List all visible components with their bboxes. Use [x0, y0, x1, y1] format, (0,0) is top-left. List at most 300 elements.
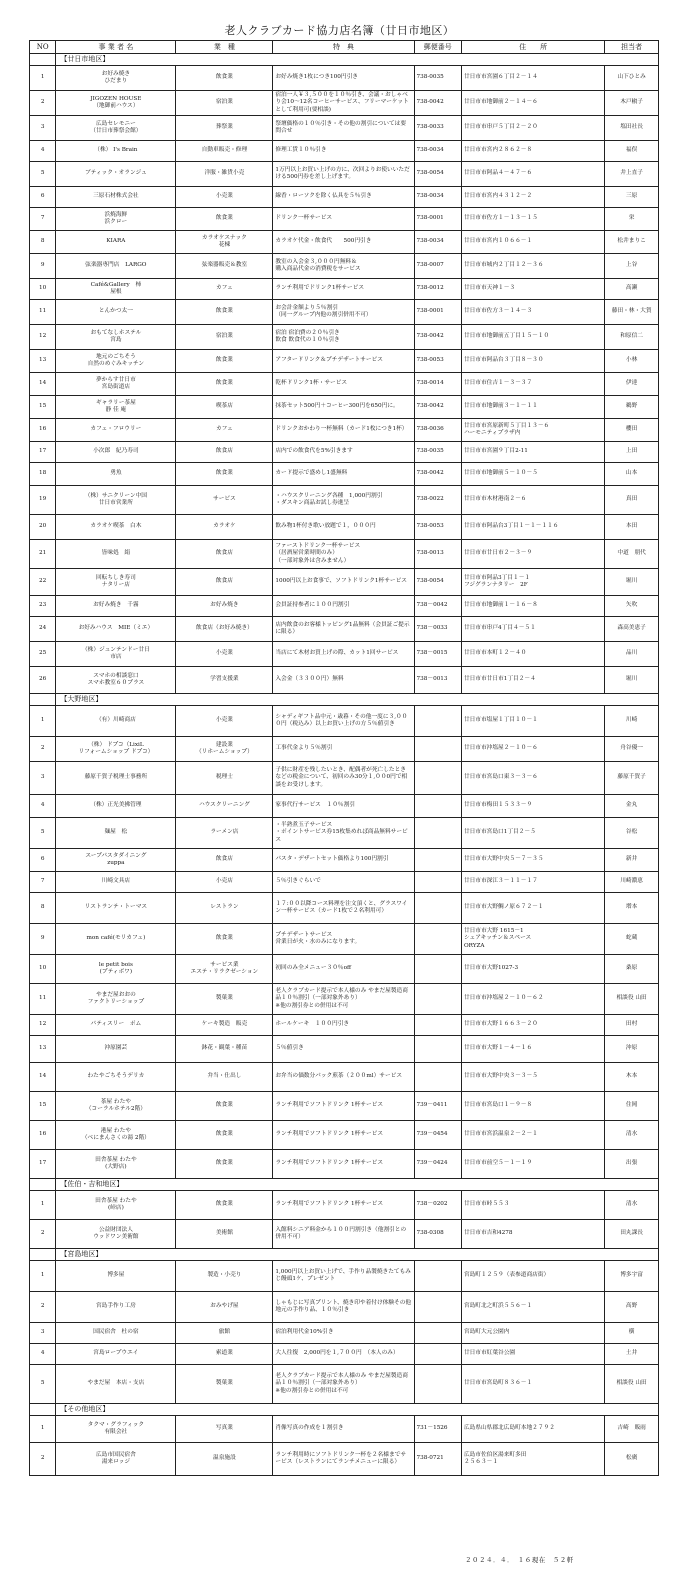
- business-name: 小次郎 紀乃寿司: [56, 442, 176, 463]
- row-number: 2: [30, 737, 56, 762]
- benefit-text: ランチ利用でドリンク1杯サービス: [273, 279, 414, 300]
- address: 廿日市市大野１６６３－２０: [461, 1015, 604, 1036]
- postal-code: 738－0033: [414, 617, 461, 642]
- table-row: [30, 300, 659, 325]
- table-row: [30, 596, 659, 617]
- postal-code: 738－0013: [414, 667, 461, 694]
- business-name: とんかつ太一: [56, 300, 176, 325]
- benefit-text: アフタードリンク＆プチデザートサービス: [273, 350, 414, 373]
- table-row: [30, 642, 659, 667]
- postal-code: [414, 1344, 461, 1365]
- benefit-text: 入館料シニア料金から１００円割引き（他割引との併用不可）: [273, 1220, 414, 1249]
- address: 廿日市市宮島口1丁目２－５: [461, 818, 604, 849]
- address: 廿日市市廿日市２－３－９: [461, 540, 604, 569]
- table-row: [30, 818, 659, 849]
- header-staff: 担当者: [605, 41, 659, 54]
- contact-person: 森高美恵子: [605, 617, 659, 642]
- benefit-text: 宿泊一人￥３,５００を１０％引き、会議・おしゃべり会10～12名コーヒーサービス、フリーマーケットとして利用可(要相談): [273, 91, 414, 116]
- contact-person: 福俣: [605, 141, 659, 162]
- row-number: 21: [30, 540, 56, 569]
- address: 廿日市市大野鯛ノ原６７２－１: [461, 893, 604, 924]
- contact-person: 桑原: [605, 955, 659, 984]
- table-row: [30, 1121, 659, 1150]
- postal-code: 738－0042: [414, 596, 461, 617]
- benefit-text: プチデザートサービス 営業日が火・水のみになります。: [273, 924, 414, 955]
- postal-code: [414, 955, 461, 984]
- postal-code: [414, 872, 461, 893]
- postal-code: 738-0022: [414, 486, 461, 515]
- address: 廿日市市阿品3丁目１－１ フジグランナタリー 2F: [461, 569, 604, 596]
- table-row: [30, 442, 659, 463]
- contact-person: 塩田社長: [605, 116, 659, 141]
- contact-person: 伊達: [605, 373, 659, 396]
- business-name: mon café(モリカフェ): [56, 924, 176, 955]
- business-name: 田舎茶屋 わたや (大野店): [56, 1150, 176, 1179]
- address: 廿日市市沖塩屋２－１０－６２: [461, 984, 604, 1015]
- section-header-row: [30, 1404, 659, 1416]
- business-name: タクマ・グラフィック 有限会社: [56, 1416, 176, 1443]
- row-number: 7: [30, 872, 56, 893]
- business-type: 建設業 （リホームショップ）: [176, 737, 273, 762]
- address: 廿日市市紅葉谷公園: [461, 1344, 604, 1365]
- table-row: [30, 1015, 659, 1036]
- business-type: ハウスクリーニング: [176, 795, 273, 818]
- address: 廿日市市大野中央５－７－３５: [461, 849, 604, 872]
- row-number: 13: [30, 1036, 56, 1063]
- row-number: 9: [30, 924, 56, 955]
- row-number: 6: [30, 849, 56, 872]
- table-row: [30, 893, 659, 924]
- business-type: 小売店: [176, 872, 273, 893]
- address: 廿日市市地御前２－１４－６: [461, 91, 604, 116]
- contact-person: 舟谷優一: [605, 737, 659, 762]
- contact-person: 藤田・林・大賀: [605, 300, 659, 325]
- postal-code: 738-0034: [414, 187, 461, 208]
- business-name: お好み焼き 千霧: [56, 596, 176, 617]
- postal-code: [414, 1036, 461, 1063]
- table-row: [30, 667, 659, 694]
- address: 廿日市市城内２丁目１２－３６: [461, 254, 604, 279]
- contact-person: 栄: [605, 208, 659, 231]
- business-type: 飲食業: [176, 924, 273, 955]
- row-number: 3: [30, 1323, 56, 1344]
- contact-person: 沖原: [605, 1036, 659, 1063]
- contact-person: 三原: [605, 187, 659, 208]
- business-name: 宮島ロープウエイ: [56, 1344, 176, 1365]
- table-row: [30, 1261, 659, 1292]
- benefit-text: 祭壇価格の１０％引き・その他の割引については要問合せ: [273, 116, 414, 141]
- address: 廿日市市佐方３－１４－３: [461, 300, 604, 325]
- table-row: [30, 737, 659, 762]
- section-no-cell: [30, 54, 56, 66]
- benefit-text: 大人往復 2,000円を１,７００円 （本人のみ）: [273, 1344, 414, 1365]
- postal-code: 738－0015: [414, 642, 461, 667]
- postal-code: 738-0053: [414, 350, 461, 373]
- contact-person: 上谷: [605, 254, 659, 279]
- business-type: 弦楽器販売＆教室: [176, 254, 273, 279]
- table-row: [30, 325, 659, 350]
- business-type: 税理士: [176, 762, 273, 795]
- benefit-text: カード提示で盛めし1盛無料: [273, 463, 414, 486]
- benefit-text: １７:００以降コース料理を注文頂くと、グラスワイン一杯サービス（カード1枚で２名利用可）: [273, 893, 414, 924]
- row-number: 2: [30, 1292, 56, 1323]
- business-name: 広島セレモニー （廿日市葬祭会館）: [56, 116, 176, 141]
- address: 廿日市市本町１２－４０: [461, 642, 604, 667]
- benefit-text: 1,000円以上お買い上げで、手作り品製焼きたてもみじ饅頭1ケ、プレゼント: [273, 1261, 414, 1292]
- row-number: 3: [30, 762, 56, 795]
- business-name: カフェ・フロウリー: [56, 419, 176, 442]
- table-row: [30, 187, 659, 208]
- benefit-text: ドリンクおかわり一杯無料（カード1枚につき1杯）: [273, 419, 414, 442]
- contact-person: 真田: [605, 486, 659, 515]
- section-no-cell: [30, 1249, 56, 1261]
- business-type: 製菓業: [176, 1365, 273, 1404]
- table-row: [30, 116, 659, 141]
- benefit-text: ホールケーキ １００円引き: [273, 1015, 414, 1036]
- address: 廿日市市大野1027-3: [461, 955, 604, 984]
- business-name: 回転ちしき寿司 ナタリー店: [56, 569, 176, 596]
- postal-code: 738-0042: [414, 325, 461, 350]
- business-name: le petit bois (プティボワ): [56, 955, 176, 984]
- business-name: 広島市国民宿舎 湯来ロッジ: [56, 1443, 176, 1476]
- header-no: NO: [30, 41, 56, 54]
- postal-code: 738-0014: [414, 373, 461, 396]
- postal-code: [414, 849, 461, 872]
- contact-person: 川崎濃恵: [605, 872, 659, 893]
- contact-person: 金丸: [605, 795, 659, 818]
- business-type: カフェ: [176, 419, 273, 442]
- address: 廿日市市峠５５３: [461, 1191, 604, 1220]
- table-row: [30, 1323, 659, 1344]
- contact-person: 山本: [605, 463, 659, 486]
- contact-person: 矢吹: [605, 596, 659, 617]
- contact-person: 住岡: [605, 1092, 659, 1121]
- contact-person: 増本: [605, 893, 659, 924]
- postal-code: 738-0007: [414, 254, 461, 279]
- table-row: [30, 849, 659, 872]
- postal-code: 738-0035: [414, 66, 461, 91]
- contact-person: 中道 朋代: [605, 540, 659, 569]
- footer-date-count: ２０２４．４． １６現在 ５２軒: [465, 1556, 574, 1564]
- row-number: 1: [30, 1191, 56, 1220]
- postal-code: [414, 1292, 461, 1323]
- benefit-text: 老人クラブカード提示で本人様のみ やまだ屋製造商品１０％割引（一部対象外あり） ※他の割引券との併用は不可: [273, 1365, 414, 1404]
- address: 廿日市市阿品台3丁目１－１－１１６: [461, 515, 604, 540]
- business-type: 写真業: [176, 1416, 273, 1443]
- business-name: 夢からす廿日市 宮島街道店: [56, 373, 176, 396]
- address: 廿日市市宮原新町５丁目１３－６ ハーモニティプラザ内: [461, 419, 604, 442]
- postal-code: 739－0454: [414, 1121, 461, 1150]
- table-row: [30, 1443, 659, 1476]
- table-row: [30, 141, 659, 162]
- address: 廿日市市廿日市1丁目２－４: [461, 667, 604, 694]
- contact-person: 吉崎 販雨: [605, 1416, 659, 1443]
- postal-code: 738-0013: [414, 540, 461, 569]
- business-name: （株）ジュンテンドー廿日 市店: [56, 642, 176, 667]
- row-number: 23: [30, 596, 56, 617]
- postal-code: 738-0054: [414, 162, 461, 187]
- section-title: 【その他地区】: [56, 1404, 659, 1416]
- postal-code: 738-0042: [414, 463, 461, 486]
- section-header-row: [30, 694, 659, 706]
- address: 廿日市市阿品台３丁目８－３０: [461, 350, 604, 373]
- business-type: 飲食業: [176, 208, 273, 231]
- address: 廿日市市大野１－４－１６: [461, 1036, 604, 1063]
- address: 廿日市市串戸５丁目２－２０: [461, 116, 604, 141]
- business-type: 飲食業: [176, 373, 273, 396]
- contact-person: 鵜野: [605, 396, 659, 419]
- row-number: 19: [30, 486, 56, 515]
- row-number: 1: [30, 66, 56, 91]
- business-name: 三原石材株式会社: [56, 187, 176, 208]
- benefit-text: ドリンク一杯サービス: [273, 208, 414, 231]
- table-row: [30, 66, 659, 91]
- contact-person: 清水: [605, 1191, 659, 1220]
- contact-person: 土井: [605, 1344, 659, 1365]
- benefit-text: 飲み物1杯付き歌い放題で１，０００円: [273, 515, 414, 540]
- business-name: カラオケ喫茶 白木: [56, 515, 176, 540]
- business-type: レストラン: [176, 893, 273, 924]
- address: 廿日市市宮園６丁目２－１４: [461, 66, 604, 91]
- table-row: [30, 208, 659, 231]
- business-type: 飲食店: [176, 442, 273, 463]
- business-type: おみやげ屋: [176, 1292, 273, 1323]
- row-number: 12: [30, 325, 56, 350]
- business-type: 飲食業: [176, 1092, 273, 1121]
- address: 廿日市市地御前１－１６－８: [461, 596, 604, 617]
- postal-code: 738-0042: [414, 396, 461, 419]
- postal-code: [414, 1261, 461, 1292]
- benefit-text: 教室の入会金３,０００円無料＆ 購入商品代金の消費税をサービス: [273, 254, 414, 279]
- header-name: 事 業 者 名: [56, 41, 176, 54]
- business-name: ブティック・オランジュ: [56, 162, 176, 187]
- address: 廿日市市串戸4丁目４－５１: [461, 617, 604, 642]
- section-no-cell: [30, 694, 56, 706]
- business-type: 飲食業: [176, 1121, 273, 1150]
- contact-person: 高野: [605, 1292, 659, 1323]
- postal-code: 738-0053: [414, 515, 461, 540]
- benefit-text: ランチ利用時にソフトドリンク一杯を２名様までサービス（レストランにてランチメニューに限る）: [273, 1443, 414, 1476]
- address: 廿日市市宮内２８６２－８: [461, 141, 604, 162]
- business-name: おもてなしホステル 宮島: [56, 325, 176, 350]
- benefit-text: 店内飲食のお客様トッピング1品無料（会員証ご提示に限る）: [273, 617, 414, 642]
- postal-code: [414, 893, 461, 924]
- contact-person: 櫻田: [605, 419, 659, 442]
- benefit-text: ・ハウスクリーニング各種 1,000円割引 ・ダスキン商品お試し券進呈: [273, 486, 414, 515]
- business-name: やまだ屋 本店・支店: [56, 1365, 176, 1404]
- business-type: 飲食業: [176, 1150, 273, 1179]
- business-name: 沖原園芸: [56, 1036, 176, 1063]
- business-type: 飲食店（お好み焼き）: [176, 617, 273, 642]
- address: 廿日市市住吉１－３－３７: [461, 373, 604, 396]
- business-name: KIARA: [56, 231, 176, 254]
- postal-code: 738-0001: [414, 208, 461, 231]
- business-name: 地元のごちそう 自然のめぐみキッチン: [56, 350, 176, 373]
- business-type: 飲食業: [176, 463, 273, 486]
- table-row: [30, 1063, 659, 1092]
- table-row: [30, 795, 659, 818]
- contact-person: 品川: [605, 642, 659, 667]
- benefit-text: ランチ利用でソフトドリンク 1杯サービス: [273, 1121, 414, 1150]
- row-number: 8: [30, 893, 56, 924]
- table-row: [30, 1150, 659, 1179]
- address: 廿日市市宮島町８３６－１: [461, 1365, 604, 1404]
- table-row: [30, 91, 659, 116]
- contact-person: 藤原千賀子: [605, 762, 659, 795]
- address: 廿日市市地御前３－１－１１: [461, 396, 604, 419]
- business-type: 飲食業: [176, 350, 273, 373]
- row-number: 8: [30, 231, 56, 254]
- business-type: 飲食店: [176, 569, 273, 596]
- table-row: [30, 373, 659, 396]
- postal-code: [414, 762, 461, 795]
- business-name: お好み焼き ひだまり: [56, 66, 176, 91]
- postal-code: 738-0034: [414, 231, 461, 254]
- business-type: 洋服・雑貨小売: [176, 162, 273, 187]
- business-name: スープパスタダイニング zuppa: [56, 849, 176, 872]
- benefit-text: ・半熟煮玉子サービス ・ポイントサービス券15枚集めれば商品無料サービス: [273, 818, 414, 849]
- contact-person: 新井: [605, 849, 659, 872]
- address: 廿日市市地御前五丁目１５－１０: [461, 325, 604, 350]
- table-row: [30, 1344, 659, 1365]
- table-row: [30, 463, 659, 486]
- row-number: 12: [30, 1015, 56, 1036]
- business-type: ラーメン店: [176, 818, 273, 849]
- row-number: 17: [30, 442, 56, 463]
- postal-code: [414, 1323, 461, 1344]
- benefit-text: シャディギフト品中元・歳暮・その他一度に３,０００円（税込み）以上お買い上げの方５％値引き: [273, 706, 414, 737]
- postal-code: [414, 984, 461, 1015]
- benefit-text: 1000円以上お食事で、ソフトドリンク1杯サービス: [273, 569, 414, 596]
- business-type: 鉢花・観葉・種苗: [176, 1036, 273, 1063]
- row-number: 11: [30, 300, 56, 325]
- benefit-text: お会計金額より５％割引 （同一グループ内他の割引併用不可）: [273, 300, 414, 325]
- section-title: 【廿日市地区】: [56, 54, 659, 66]
- benefit-text: ランチ利用でソフトドリンク 1杯サービス: [273, 1092, 414, 1121]
- business-type: 学習支援業: [176, 667, 273, 694]
- benefit-text: お弁当の価数分パック煎茶（２００ml）サービス: [273, 1063, 414, 1092]
- table-row: [30, 762, 659, 795]
- contact-person: 小林: [605, 350, 659, 373]
- business-name: （株） I's Brain: [56, 141, 176, 162]
- table-row: [30, 1191, 659, 1220]
- row-number: 13: [30, 350, 56, 373]
- business-type: サービス業 エステ・リラクゼーション: [176, 955, 273, 984]
- row-number: 10: [30, 279, 56, 300]
- business-type: カラオケ: [176, 515, 273, 540]
- postal-code: 738-0001: [414, 300, 461, 325]
- table-row: [30, 350, 659, 373]
- row-number: 20: [30, 515, 56, 540]
- address: 廿日市市宮島口東３－３－６: [461, 762, 604, 795]
- address: 廿日市市前空５－１－１９: [461, 1150, 604, 1179]
- business-type: 喫茶店: [176, 396, 273, 419]
- row-number: 22: [30, 569, 56, 596]
- postal-code: [414, 795, 461, 818]
- row-number: 17: [30, 1150, 56, 1179]
- contact-person: 堀川: [605, 569, 659, 596]
- table-row: [30, 1292, 659, 1323]
- table-header-row: [30, 41, 659, 54]
- address: 宮島町１２５９（表参道商店街）: [461, 1261, 604, 1292]
- postal-code: 739－0424: [414, 1150, 461, 1179]
- business-name: 博多屋: [56, 1261, 176, 1292]
- contact-person: 蛇蔵: [605, 924, 659, 955]
- business-name: 藤原千賀子税理士事務所: [56, 762, 176, 795]
- benefit-text: 当店にて木材お買上げの際、カット1回サービス: [273, 642, 414, 667]
- business-name: 麺屋 松: [56, 818, 176, 849]
- partner-store-table: [29, 40, 659, 1476]
- benefit-text: しゃもじに写真プリント、焼き印や着付け体験その他地元の手作り品、１０％引き: [273, 1292, 414, 1323]
- row-number: 14: [30, 373, 56, 396]
- row-number: 15: [30, 1092, 56, 1121]
- header-benefit: 特 典: [273, 41, 414, 54]
- benefit-text: 肖像写真の作成を１割引き: [273, 1416, 414, 1443]
- benefit-text: ファーストドリンク一杯サービス （居酒屋営業時間のみ） （一部対象外は含みません）: [273, 540, 414, 569]
- benefit-text: カラオケ代金・飲食代 500円引き: [273, 231, 414, 254]
- address: 廿日市市梅田１５３３－９: [461, 795, 604, 818]
- table-row: [30, 1036, 659, 1063]
- business-name: ギャラリー茶屋 静 佳 庵: [56, 396, 176, 419]
- business-type: 飲食店: [176, 849, 273, 872]
- row-number: 4: [30, 1344, 56, 1365]
- benefit-text: 子供に財産を残したいとき、配偶者が死亡したときなどの税金について、初回のみ30分１,００0円で相談をお受けします。: [273, 762, 414, 795]
- contact-person: 谷松: [605, 818, 659, 849]
- contact-person: 和原信二: [605, 325, 659, 350]
- contact-person: 井上直子: [605, 162, 659, 187]
- section-title: 【大野地区】: [56, 694, 659, 706]
- row-number: 16: [30, 419, 56, 442]
- row-number: 24: [30, 617, 56, 642]
- business-name: JIGOZEN HOUSE （地御前ハウス）: [56, 91, 176, 116]
- postal-code: [414, 706, 461, 737]
- table-row: [30, 231, 659, 254]
- postal-code: [414, 737, 461, 762]
- contact-person: 相談役 山田: [605, 1365, 659, 1404]
- contact-person: 田丸課長: [605, 1220, 659, 1249]
- table-row: [30, 706, 659, 737]
- postal-code: 738-0054: [414, 569, 461, 596]
- header-type: 業 種: [176, 41, 273, 54]
- business-type: 小売業: [176, 642, 273, 667]
- table-row: [30, 984, 659, 1015]
- row-number: 4: [30, 141, 56, 162]
- address: 宮島町大元公園内: [461, 1323, 604, 1344]
- row-number: 7: [30, 208, 56, 231]
- address: 廿日市市吉和4278: [461, 1220, 604, 1249]
- postal-code: 731－1526: [414, 1416, 461, 1443]
- section-header-row: [30, 54, 659, 66]
- table-row: [30, 569, 659, 596]
- business-type: 小売業: [176, 187, 273, 208]
- postal-code: [414, 1015, 461, 1036]
- business-name: 勇魚: [56, 463, 176, 486]
- postal-code: 738-0034: [414, 141, 461, 162]
- row-number: 1: [30, 1261, 56, 1292]
- benefit-text: 宿泊 宿泊費の２０％引き 飲食 飲食代の１０％引き: [273, 325, 414, 350]
- business-name: 川崎文具店: [56, 872, 176, 893]
- postal-code: [414, 924, 461, 955]
- table-row: [30, 1092, 659, 1121]
- address: 廿日市市宮島口１－９－８: [461, 1092, 604, 1121]
- section-no-cell: [30, 1179, 56, 1191]
- header-postal: 郵便番号: [414, 41, 461, 54]
- contact-person: 上田: [605, 442, 659, 463]
- postal-code: 738-0036: [414, 419, 461, 442]
- postal-code: 738-0721: [414, 1443, 461, 1476]
- row-number: 5: [30, 818, 56, 849]
- business-name: わたやごちそうデリカ: [56, 1063, 176, 1092]
